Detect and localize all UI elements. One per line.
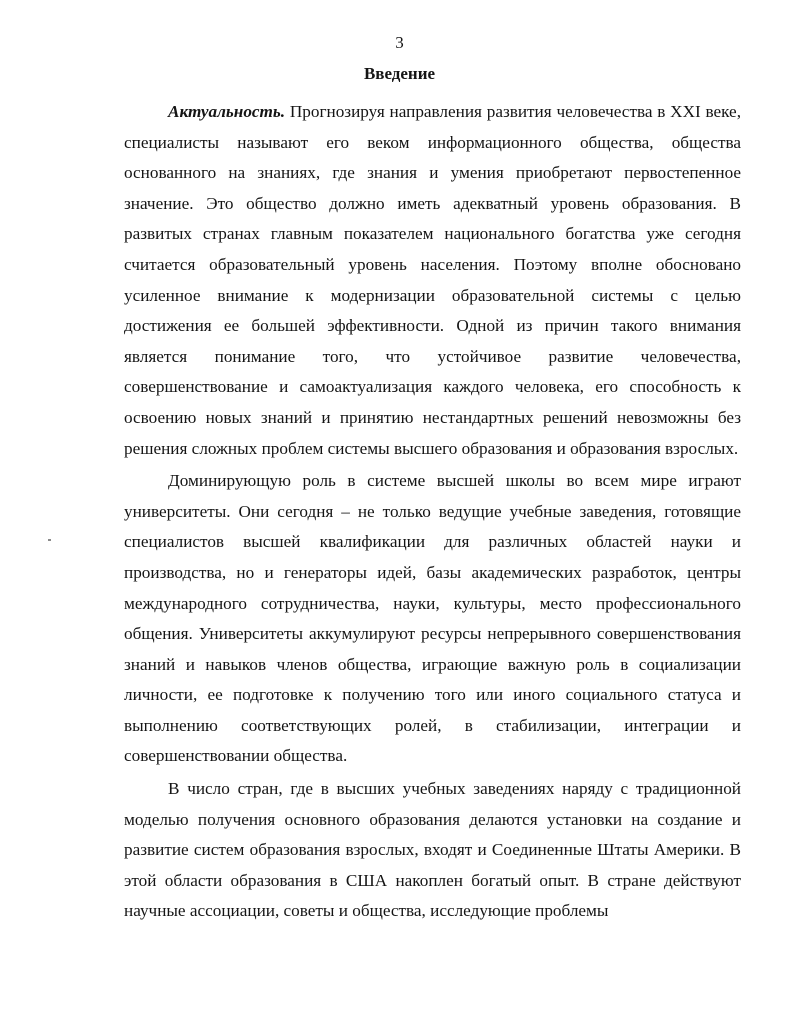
paragraph-text: Доминирующую роль в системе высшей школы во всем мире играют университеты. Они сегодня – не только ведущие учебные заведения, готовящие специалистов высшей квалификации для различных областей науки и производства, но и генераторы идей, базы академических разработок, центры международного сотрудничества, науки, культуры, место профессионального общения. Университеты аккумулируют ресурсы непрерывного совершенствования знаний и навыков членов общества, играющие важную роль в социализации личности, ее подготовке к получению того или иного социального статуса и выполнению соответствующих ролей, в стабилизации, интеграции и совершенствовании общества. — [124, 471, 741, 766]
scan-artifact — [48, 539, 51, 541]
document-body — [124, 97, 741, 929]
paragraph-text: В число стран, где в высших учебных заведениях наряду с традиционной моделью получения основного образования делаются установки на создание и развитие систем образования взрослых, входят и Соединенные Штаты Америки. В этой области образования в США накоплен богатый опыт. В стране действуют научные ассоциации, советы и общества, исследующие проблемы — [124, 779, 741, 921]
paragraph-relevance — [124, 97, 741, 464]
page-title: Введение — [363, 64, 436, 83]
paragraph-lead: Актуальность. — [168, 102, 286, 121]
paragraph-text: Прогнозируя направления развития человечества в XXI веке, специалисты называют его веком информационного общества, общества основанного на знаниях, где знания и умения приобретают первостепенное значение. Это общество должно иметь адекватный уровень образования. В развитых странах главным показателем национального богатства уже сегодня считается образовательный уровень населения. Поэтому вполне обосновано усиленное внимание к модернизации образовательной системы с целью достижения ее большей эффективности. Одной из причин такого внимания является понимание того, что устойчивое развитие человечества, совершенствование и самоактуализация каждого человека, его способность к освоению новых знаний и принятию нестандартных решений невозможны без решения сложных проблем системы высшего образования и образования взрослых. — [124, 102, 741, 458]
page-number: 3 — [395, 33, 404, 52]
paragraph-usa — [124, 774, 741, 927]
paragraph-universities — [124, 466, 741, 772]
